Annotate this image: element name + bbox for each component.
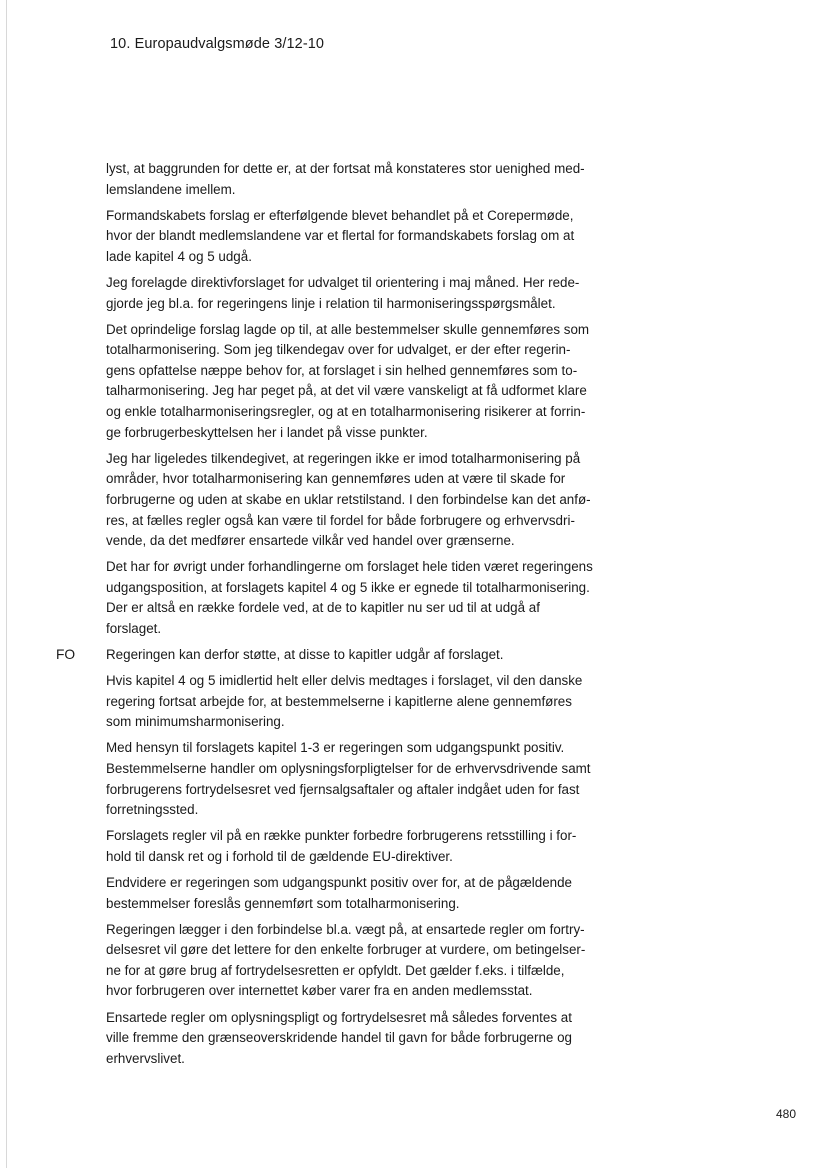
paragraph: Endvidere er regeringen som udgangspunkt positiv over for, at de pågældende bestemmelser foreslås gennemført som totalharmonisering. bbox=[106, 875, 572, 911]
page-header: 10. Europaudvalgsmøde 3/12-10 bbox=[110, 36, 325, 52]
paragraph: Med hensyn til forslagets kapitel 1-3 er regeringen som udgangspunkt positiv. Bestemmelserne handler om oplysningsforpligtelser for de erhvervsdrivende samt forbrugerens fortrydelsesret ved fjernsalgsaftaler og aftaler indgået uden for fast forretningssted. bbox=[106, 740, 591, 818]
paragraph-with-marginal-note bbox=[56, 645, 594, 666]
paragraph: Jeg forelagde direktivforslaget for udvalget til orientering i maj måned. Her redegjorde jeg bl.a. for regeringens linje i relation til harmoniseringsspørgsmålet. bbox=[106, 274, 580, 311]
paragraph: lyst, at baggrunden for dette er, at der fortsat må konstateres stor uenighed medlemslandene imellem. bbox=[106, 161, 585, 197]
page-number: 480 bbox=[776, 1107, 797, 1121]
paragraph: Det har for øvrigt under forhandlingerne om forslaget hele tiden været regeringens udgangsposition, at forslagets kapitel 4 og 5 ikke er egnede til totalharmonisering. Der er altså en række fordele ved, at de to kapitler nu ser ud til at udgå af forslaget. bbox=[106, 559, 593, 636]
paragraph: Jeg har ligeledes tilkendegivet, at regeringen ikke er imod totalharmonisering på områder, hvor totalharmonisering kan gennemføres uden at være til skade for forbrugerne og uden at skabe en uklar retstilstand. I den forbindelse kan det anføres, at fælles regler også kan være til fordel for både forbrugere og erhvervsdrivende, da det medfører ensartede vilkår ved handel over grænserne. bbox=[106, 450, 591, 549]
paragraph: Ensartede regler om oplysningspligt og fortrydelsesret må således forventes at ville fremme den grænseoverskridende handel til gavn for både forbrugerne og erhvervslivet. bbox=[106, 1009, 572, 1066]
paragraph: Det oprindelige forslag lagde op til, at alle bestemmelser skulle gennemføres som totalharmonisering. Som jeg tilkendegav over for udvalget, er der efter regeringens opfattelse næppe behov for, at forslaget i sin helhed gennemføres som totalharmonisering. Jeg har peget på, at det vil være vanskeligt at få udformet klare og enkle totalharmoniseringsregler, og at en totalharmonisering risikerer at forringe forbrugerbeskyttelsen her i landet på visse punkter. bbox=[106, 321, 590, 440]
paragraph: Regeringen lægger i den forbindelse bl.a. vægt på, at ensartede regler om fortrydelsesret vil gøre det lettere for den enkelte forbruger at vurdere, om betingelserne for at gøre brug af fortrydelsesretten er opfyldt. Det gælder f.eks. i tilfælde, hvor forbrugeren over internettet køber varer fra en anden medlemsstat. bbox=[106, 921, 586, 999]
paragraph: Regeringen kan derfor støtte, at disse to kapitler udgår af forslaget. bbox=[106, 647, 504, 663]
paragraph: Forslagets regler vil på en række punkter forbedre forbrugerens retsstilling i forhold til dansk ret og i forhold til de gældende EU-direktiver. bbox=[106, 828, 577, 864]
scan-edge-line bbox=[6, 0, 7, 1168]
marginal-note: FO bbox=[56, 647, 76, 663]
paragraph: Formandskabets forslag er efterfølgende blevet behandlet på et Corepermøde, hvor der blandt medlemslandene var et flertal for formandskabets forslag om at lade kapitel 4 og 5 udgå. bbox=[106, 207, 575, 264]
paragraph: Hvis kapitel 4 og 5 imidlertid helt eller delvis medtages i forslaget, vil den danske regering fortsat arbejde for, at bestemmelserne i kapitlerne alene gennemføres som minimumsharmonisering. bbox=[106, 673, 583, 730]
body-text bbox=[56, 159, 594, 1075]
